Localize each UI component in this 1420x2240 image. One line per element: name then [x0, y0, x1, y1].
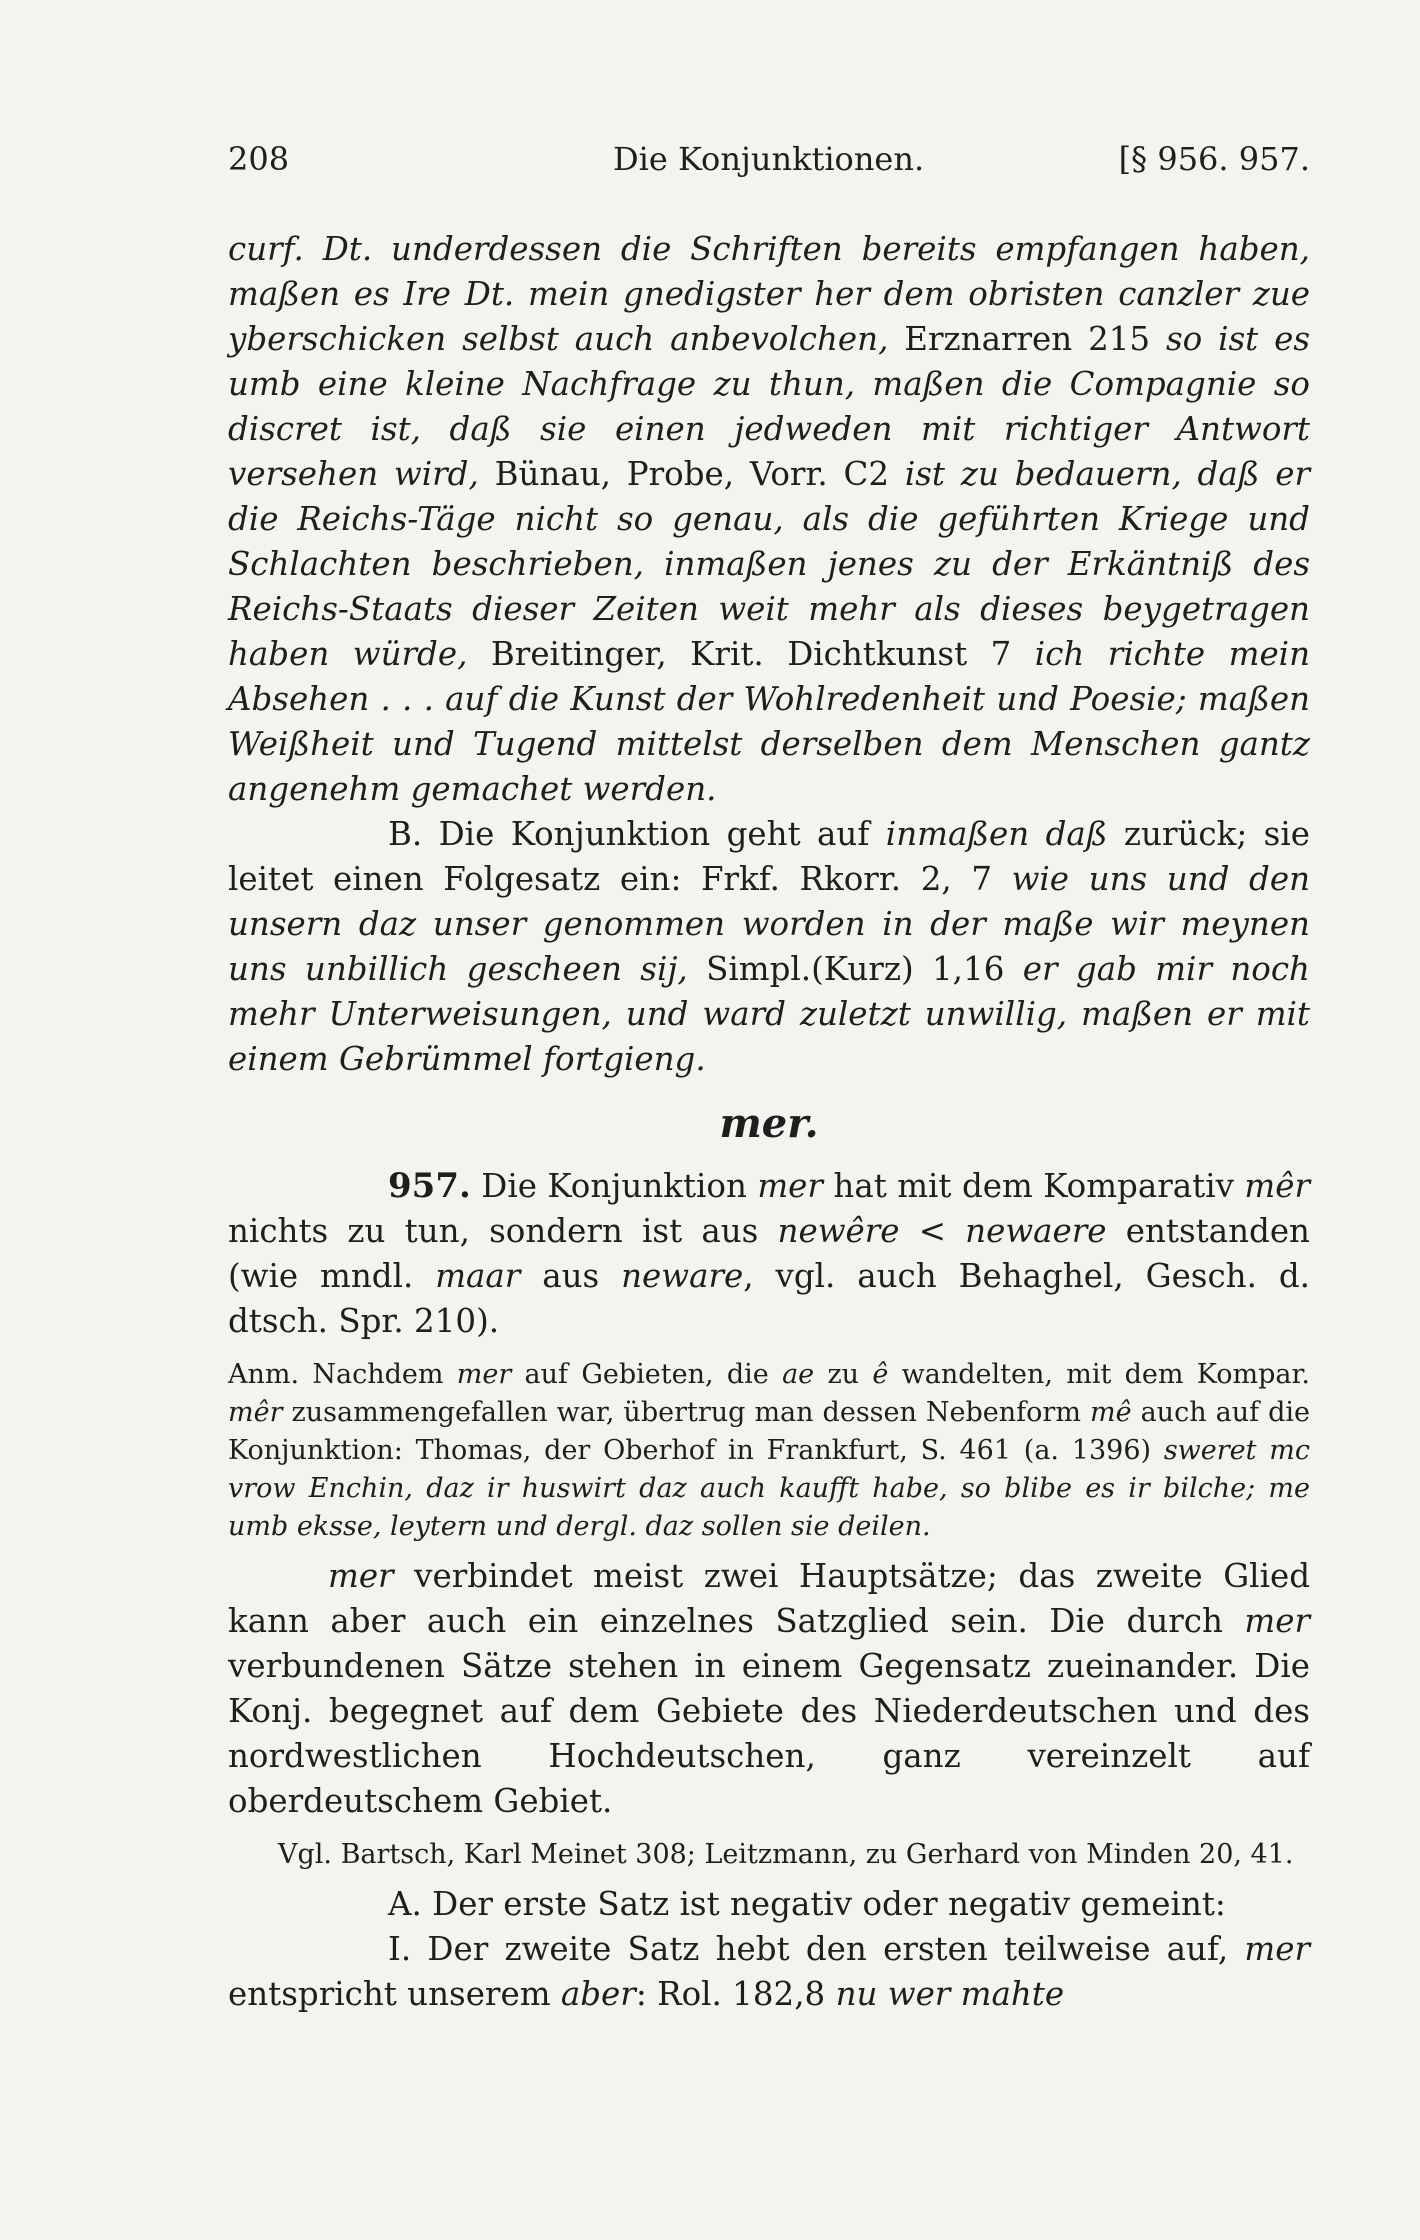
quote-text: ist zu bedauern, daß er die Reichs-Täge nicht so genau, als die geführten Kriege und Schlachten beschrieben, inmaßen jenes zu der Erkäntniß des Reichs-Staats dieser Zeiten weit mehr als dieses beygetragen haben würde,: [228, 455, 1310, 673]
body-text: verbindet meist zwei Hauptsätze; das zweite Glied kann aber auch ein einzelnes Satzglied sein. Die durch: [228, 1557, 1310, 1640]
quote-text: er gab mir noch mehr Unterweisungen, und ward zuletzt unwillig, maßen er mit einem Gebrümmel fortgieng.: [228, 950, 1310, 1078]
term: mê: [1089, 1397, 1132, 1428]
section-number: 957.: [388, 1166, 471, 1206]
body-text: entspricht unserem: [228, 1975, 561, 2013]
term: mêr: [228, 1397, 283, 1428]
paragraph-i: [228, 1927, 1310, 2017]
body-text: , vgl. auch Behaghel, Gesch. d. dtsch. Spr. 210).: [228, 1257, 1310, 1340]
spacer: [228, 1824, 1310, 1836]
paragraph-957: [228, 1164, 1310, 1344]
running-title: Die Konjunktionen.: [613, 140, 925, 178]
source-citation: : Rol. 182,8: [635, 1975, 836, 2013]
quote-text: so ist es umb eine kleine Nachfrage zu thun, maßen die Compagnie so discret ist, daß sie einen jedweden mit richtiger Antwort versehen wird,: [228, 320, 1311, 493]
body-text: nichts zu tun, sondern ist aus: [228, 1212, 778, 1250]
term: ê: [872, 1359, 889, 1390]
source-citation: Simpl.(Kurz) 1,16: [687, 950, 1023, 988]
spacer: [228, 1874, 1310, 1882]
section-reference: [§ 956. 957.: [1118, 140, 1310, 178]
page-number: 208: [228, 140, 290, 178]
body-text: verbundenen Sätze stehen in einem Gegensatz zueinander. Die Konj. begegnet auf dem Gebiete des Niederdeutschen und des nordwestlichen Hochdeutschen, ganz vereinzelt auf oberdeutschem Gebiet.: [228, 1647, 1310, 1820]
term: mer: [757, 1167, 823, 1205]
body-text: zu: [814, 1359, 873, 1390]
quote-text: nu wer mahte: [835, 1975, 1065, 2013]
running-header: [228, 140, 1310, 186]
body-text: zusammengefallen war, übertrug man dessen Nebenform: [282, 1397, 1090, 1428]
term: mer: [456, 1359, 512, 1390]
body-text: wandelten, mit dem Kompar.: [888, 1359, 1310, 1390]
term: maar: [435, 1257, 521, 1295]
source-citation: Bünau, Probe, Vorr. C2: [478, 455, 905, 493]
term: newaere: [965, 1212, 1107, 1250]
section-heading: mer.: [719, 1100, 819, 1147]
term: mer: [1244, 1930, 1310, 1968]
body-text: I. Der zweite Satz hebt den ersten teilweise auf,: [388, 1930, 1245, 1968]
quote-text: sweret mc vrow Enchin, daz ir huswirt daz auch kaufft habe, so blibe es ir bilche; me umb eksse, leytern und dergl. daz sollen sie deilen.: [228, 1435, 1310, 1542]
quote-text: curf. Dt. underdessen die Schriften bereits empfangen haben, maßen es Ire Dt. mein gnedigster her dem obristen canzler zue yberschicken selbst auch anbevolchen,: [228, 230, 1310, 358]
term: mer: [1244, 1602, 1310, 1640]
body-text: auch auf die Konjunktion: Thomas, der Oberhof in Frankfurt, S. 461 (a. 1396): [228, 1397, 1311, 1466]
annotation-note: [228, 1356, 1310, 1546]
term: aber: [560, 1975, 636, 2013]
body-text: auf Gebieten, die: [511, 1359, 783, 1390]
quote-text: ich richte mein Absehen . . . auf die Kunst der Wohlredenheit und Poesie; maßen Weißheit und Tugend mittelst derselben dem Menschen gantz angenehm gemachet werden.: [228, 635, 1311, 808]
body-text: aus: [520, 1257, 622, 1295]
term: mer: [328, 1557, 394, 1595]
body-text: Die Konjunktion: [470, 1167, 758, 1205]
paragraph-b: [228, 812, 1310, 1082]
term: newêre: [777, 1212, 900, 1250]
body-text: zurück; sie leitet einen Folgesatz ein: Frkf. Rkorr. 2, 7: [228, 815, 1310, 898]
body-text: entstanden (wie mndl.: [228, 1212, 1310, 1295]
paragraph-a: A. Der erste Satz ist negativ oder negativ gemeint:: [388, 1885, 1226, 1923]
spacer: [228, 1546, 1310, 1554]
quote-text: wie uns und den unsern daz unser genommen worden in der maße wir meynen uns unbillich gescheen sij,: [228, 860, 1310, 988]
spacer: [228, 1344, 1310, 1356]
body-text: hat mit dem Komparativ: [822, 1167, 1245, 1205]
paragraph-quotations: [228, 227, 1310, 812]
main-text: [228, 227, 1310, 2017]
term: inmaßen daß: [885, 815, 1108, 853]
reference-note: Vgl. Bartsch, Karl Meinet 308; Leitzmann, zu Gerhard von Minden 20, 41.: [278, 1839, 1294, 1870]
source-citation: Erznarren 215: [888, 320, 1166, 358]
paragraph-mer: [228, 1554, 1310, 1824]
term: mêr: [1244, 1167, 1311, 1205]
term: neware: [621, 1257, 744, 1295]
term: ae: [782, 1359, 815, 1390]
body-text: B. Die Konjunktion geht auf: [388, 815, 886, 853]
symbol: <: [899, 1212, 966, 1250]
source-citation: Breitinger, Krit. Dichtkunst 7: [467, 635, 1035, 673]
body-text: Anm. Nachdem: [228, 1359, 457, 1390]
